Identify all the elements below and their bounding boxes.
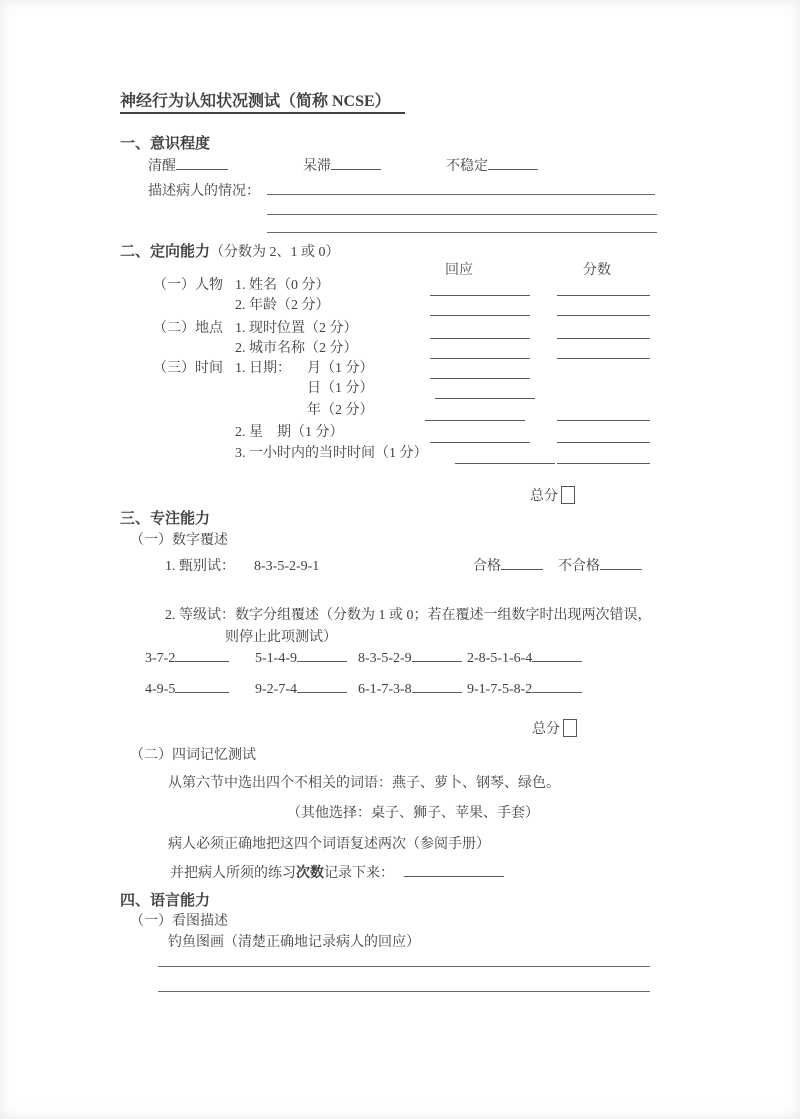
digit-seq: 2-8-5-1-6-4	[467, 651, 533, 666]
memory-subheading: （二）四词记忆测试	[130, 748, 256, 763]
digit-blank	[412, 679, 462, 693]
section4-heading: 四、语言能力	[120, 893, 211, 909]
response-blank	[435, 398, 535, 399]
digit-seq: 6-1-7-3-8	[358, 682, 412, 697]
row-group-label: （二）地点	[153, 321, 223, 336]
response-blank	[430, 378, 530, 379]
digit-seq: 9-2-7-4	[255, 682, 297, 697]
row-item-label: 3. 一小时内的当时时间（1 分）	[235, 446, 428, 461]
section2-heading-note: （分数为 2、1 或 0）	[210, 245, 340, 260]
digit-row-1c	[358, 648, 462, 667]
row-item-label: 2. 星 期（1 分）	[235, 425, 344, 440]
memory-instruction-3: 病人必须正确地把这四个词语复述两次（参阅手册）	[168, 837, 490, 852]
digit-blank	[297, 648, 347, 662]
response-blank	[430, 295, 530, 296]
row-sub-label: 年（2 分）	[307, 403, 374, 418]
response-blank	[430, 315, 530, 316]
memory-record-part3: 记录下来：	[324, 866, 394, 881]
describe-line-2	[267, 214, 657, 215]
orientation-total-label: 总分	[530, 489, 558, 504]
digit-row-2c	[358, 679, 462, 698]
option-unstable-blank	[488, 156, 538, 170]
option-alert-blank	[176, 156, 228, 170]
orientation-total-score-box	[561, 486, 575, 504]
digit-row-1d	[467, 648, 582, 667]
digit-blank	[532, 648, 582, 662]
section2-heading: 二、定向能力	[120, 244, 211, 260]
orientation-row-current-location	[120, 321, 665, 339]
digit-blank	[297, 679, 347, 693]
option-unstable-label: 不稳定	[446, 159, 488, 174]
fishing-picture-instruction: 钓鱼图画（清楚正确地记录病人的回应）	[168, 935, 420, 950]
score-blank	[557, 295, 650, 296]
memory-instruction-1: 从第六节中选出四个不相关的词语：燕子、萝卜、钢琴、绿色。	[168, 776, 560, 791]
row-sub-label: 月（1 分）	[307, 361, 374, 376]
response-blank	[430, 338, 530, 339]
describe-patient-label: 描述病人的情况：	[148, 184, 260, 199]
document-title: 神经行为认知状况测试（简称 NCSE）	[120, 93, 405, 114]
graded-test-label: 2. 等级试：	[165, 608, 235, 623]
memory-instruction-2: （其他选择：桌子、狮子、苹果、手套）	[287, 806, 539, 821]
response-line-2	[158, 991, 650, 992]
attention-total-score-box	[563, 719, 577, 737]
memory-record-blank	[404, 863, 504, 877]
memory-record-part1: 并把病人所须的练习	[170, 866, 296, 881]
row-item-label: 1. 现时位置（2 分）	[235, 321, 358, 336]
pass-blank	[501, 556, 543, 570]
section1-heading: 一、意识程度	[120, 136, 211, 152]
score-blank	[557, 315, 650, 316]
attention-total-label: 总分	[532, 722, 560, 737]
describe-line-3	[267, 232, 657, 233]
digit-seq: 9-1-7-5-8-2	[467, 682, 533, 697]
digit-row-2d	[467, 679, 582, 698]
memory-record-times-word: 次数	[296, 866, 324, 881]
digit-blank	[412, 648, 462, 662]
digit-blank	[175, 679, 229, 693]
row-sub-label: 日（1 分）	[307, 381, 374, 396]
fail-blank	[600, 556, 642, 570]
score-blank	[557, 442, 650, 443]
screening-test-label: 1. 甄别试：	[165, 559, 235, 574]
row-group-label: （一）人物	[153, 278, 223, 293]
picture-description-subheading: （一）看图描述	[130, 914, 228, 929]
digit-seq: 5-1-4-9	[255, 651, 297, 666]
score-blank	[557, 463, 650, 464]
digit-row-1	[145, 648, 229, 667]
score-column-header: 分数	[583, 263, 611, 278]
score-blank	[557, 420, 650, 421]
graded-test-desc-line1: 数字分组覆述（分数为 1 或 0；若在覆述一组数字时出现两次错误，	[235, 608, 652, 623]
response-column-header: 回应	[445, 263, 473, 278]
response-blank	[430, 358, 530, 359]
pass-fail-row	[473, 555, 642, 575]
digit-row-2	[145, 679, 229, 698]
response-blank	[430, 442, 530, 443]
row-item-label: 2. 年龄（2 分）	[235, 298, 330, 313]
digit-blank	[175, 648, 229, 662]
orientation-row-date-year	[120, 403, 665, 421]
score-blank	[557, 338, 650, 339]
consciousness-options	[148, 155, 538, 175]
screening-test-row	[165, 555, 319, 575]
option-alert-label: 清醒	[148, 159, 176, 174]
orientation-row-date-day	[120, 381, 665, 399]
response-line-1	[158, 966, 650, 967]
orientation-row-age	[120, 298, 665, 316]
pass-label: 合格	[473, 559, 501, 574]
digit-span-subheading: （一）数字覆述	[130, 533, 228, 548]
digit-blank	[532, 679, 582, 693]
orientation-row-date-month	[120, 361, 665, 379]
memory-record-row	[170, 862, 504, 882]
graded-test-desc-line2: 则停止此项测试）	[225, 630, 337, 645]
describe-line-1	[267, 194, 655, 195]
screening-test-digits: 8-3-5-2-9-1	[254, 559, 320, 574]
fail-label: 不合格	[558, 559, 600, 574]
option-lethargic-label: 呆滞	[303, 159, 331, 174]
orientation-row-weekday	[120, 425, 665, 443]
digit-seq: 4-9-5	[145, 682, 176, 697]
digit-row-2b	[255, 679, 347, 698]
row-group-label: （三）时间	[153, 361, 223, 376]
response-blank	[425, 420, 525, 421]
score-blank	[557, 358, 650, 359]
row-item-label: 1. 日期：	[235, 361, 291, 376]
orientation-row-current-time	[120, 446, 665, 464]
digit-row-1b	[255, 648, 347, 667]
option-lethargic-blank	[331, 156, 381, 170]
response-blank	[455, 463, 555, 464]
graded-test-row	[165, 604, 652, 624]
row-item-label: 1. 姓名（0 分）	[235, 278, 330, 293]
orientation-row-name	[120, 278, 665, 296]
section3-heading: 三、专注能力	[120, 511, 211, 527]
digit-seq: 8-3-5-2-9	[358, 651, 412, 666]
row-item-label: 2. 城市名称（2 分）	[235, 341, 358, 356]
digit-seq: 3-7-2	[145, 651, 176, 666]
